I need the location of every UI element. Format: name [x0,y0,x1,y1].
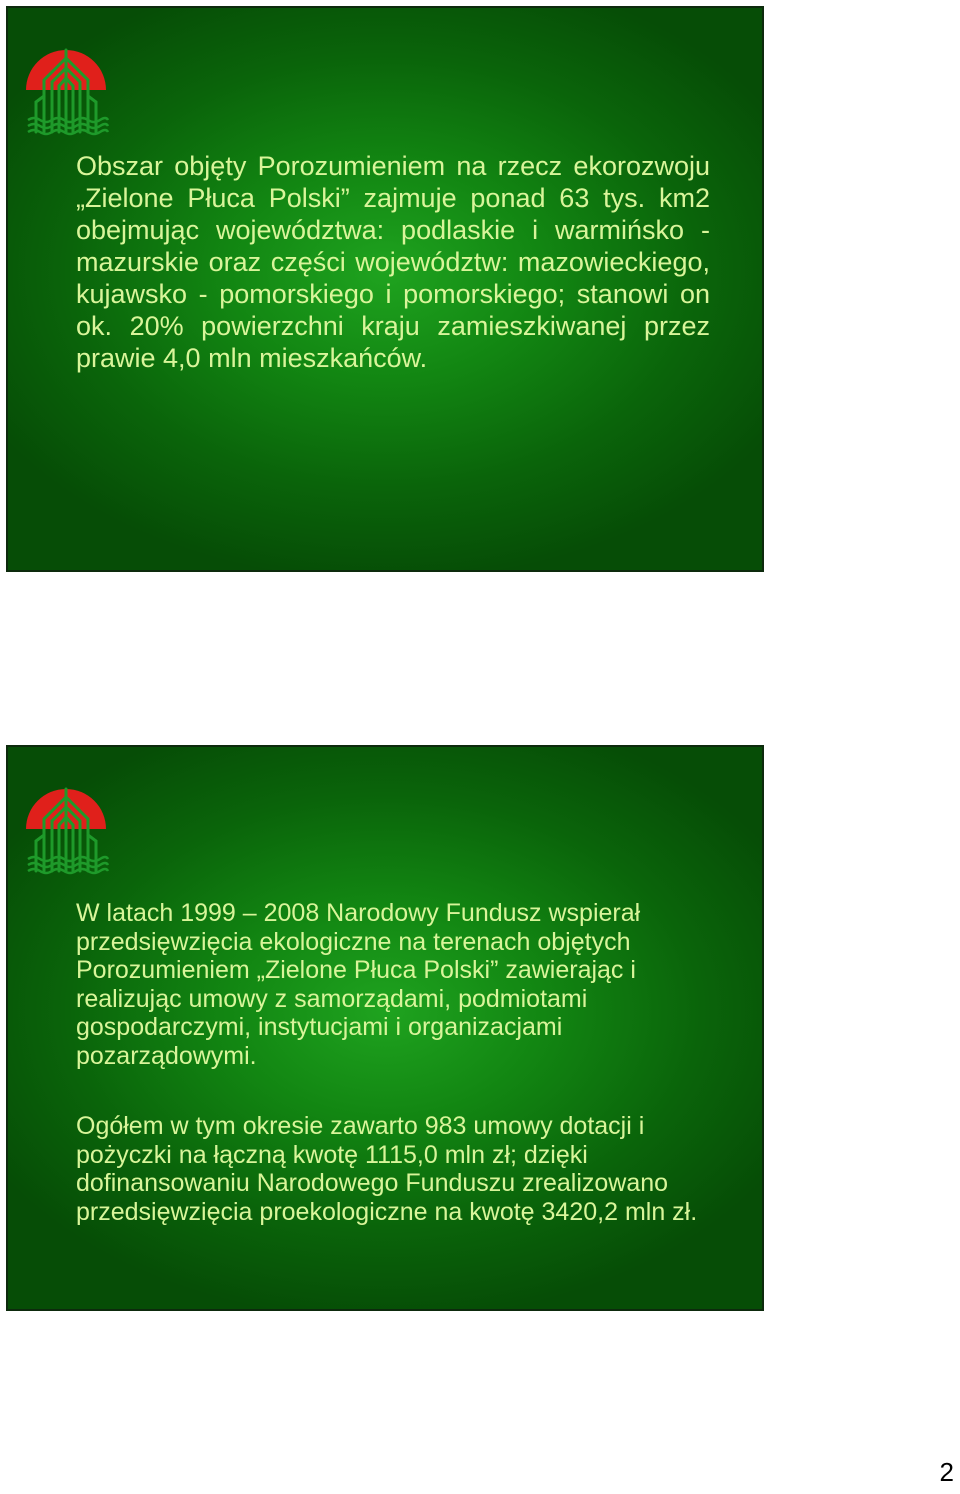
slide-2-paragraph-2: Ogółem w tym okresie zawarto 983 umowy dotacji i pożyczki na łączną kwotę 1115,0 mln zł; dzięki dofinansowaniu Narodowego Funduszu zrealizowano przedsięwzięcia proekologiczne na kwotę 3420,2 mln zł. [76,1112,698,1226]
zielone-pluca-polski-logo-icon [22,775,110,875]
slide-2 [6,745,764,1311]
slide-2-paragraph-1: W latach 1999 – 2008 Narodowy Fundusz wspierał przedsięwzięcia ekologiczne na terenach objętych Porozumieniem „Zielone Płuca Polski” zawierając i realizując umowy z samorządami, podmiotami gospodarczymi, instytucjami i organizacjami pozarządowymi. [76,899,641,1070]
slide-1 [6,6,764,572]
slide-1-paragraph: Obszar objęty Porozumieniem na rzecz ekorozwoju „Zielone Płuca Polski” zajmuje ponad 63 tys. km2 obejmując województwa: podlaskie i warmińsko - mazurskie oraz części województw: mazowieckiego, kujawsko - pomorskiego i pomorskiego; stanowi on ok. 20% powierzchni kraju zamieszkiwanej przez prawie 4,0 mln mieszkańców. [76,151,710,373]
slide-1-body [76,150,710,374]
zielone-pluca-polski-logo-icon [22,36,110,136]
page-number: 2 [939,1457,954,1487]
